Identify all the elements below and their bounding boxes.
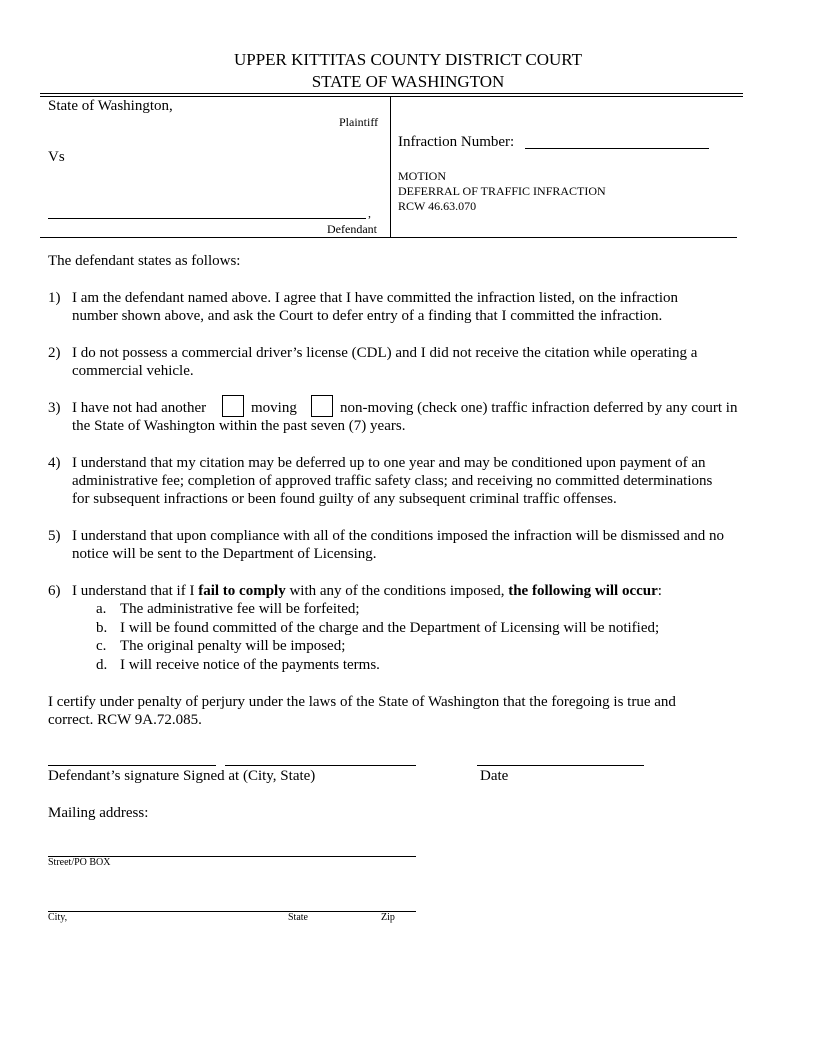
sub-item-text: I will receive notice of the payments terms. [120,657,380,673]
plaintiff-label: Plaintiff [339,115,379,129]
state-label: State [288,912,308,923]
infraction-number-field[interactable] [525,147,709,149]
caption-divider [390,97,391,237]
item-5-line-1: I understand that upon compliance with all of the conditions imposed the infraction will be dismissed and no [72,528,724,544]
sub-item-letter: b. [96,620,108,636]
city-state-zip-field[interactable] [48,910,416,912]
plaintiff-name: State of Washington, [48,98,173,114]
header-rule-top [40,93,743,94]
versus-label: Vs [48,149,65,165]
moving-label: moving [251,400,297,416]
non-moving-checkbox[interactable] [311,395,333,417]
document-type: MOTION [398,169,446,183]
item-6-bold-fail: fail to comply [198,583,286,599]
signature-labels: Defendant’s signature Signed at (City, State) [48,768,316,784]
certify-line-2: correct. RCW 9A.72.085. [48,712,202,728]
defendant-signature-field[interactable] [48,764,216,766]
item-1-number: 1) [48,290,61,306]
date-label: Date [480,768,509,784]
defendant-label: Defendant [327,222,377,236]
sub-item-text: I will be found committed of the charge and the Department of Licensing will be notified; [120,620,660,636]
caption-bottom-rule [40,237,737,238]
sub-item-text: The original penalty will be imposed; [120,638,346,654]
item-1-line-2: number shown above, and ask the Court to defer entry of a finding that I committed the infraction. [72,308,663,324]
item-4-line-1: I understand that my citation may be deferred up to one year and may be conditioned upon payment of an [72,455,706,471]
certify-line-1: I certify under penalty of perjury under the laws of the State of Washington that the foregoing is true and [48,694,676,710]
item-6-bold-occur: the following will occur [508,583,658,599]
item-4-line-3: for subsequent infractions or been found guilty of any subsequent criminal traffic offenses. [72,491,617,507]
item-3-line-2: the State of Washington within the past seven (7) years. [72,418,406,434]
mailing-address-label: Mailing address: [48,805,149,821]
court-name: UPPER KITTITAS COUNTY DISTRICT COURT [233,50,583,69]
defendant-comma: , [368,206,371,220]
zip-label: Zip [381,912,395,923]
defendant-name-field[interactable] [48,217,366,219]
court-state: STATE OF WASHINGTON [311,72,505,91]
item-4-number: 4) [48,455,61,471]
moving-checkbox[interactable] [222,395,244,417]
item-2-line-1: I do not possess a commercial driver’s license (CDL) and I did not receive the citation while operating a [72,345,698,361]
sub-item-letter: a. [96,601,107,617]
item-5-line-2: notice will be sent to the Department of Licensing. [72,546,377,562]
item-1-line-1: I am the defendant named above. I agree that I have committed the infraction listed, on the infraction [72,290,679,306]
signed-at-field[interactable] [225,764,416,766]
item-2-number: 2) [48,345,61,361]
item-6-number: 6) [48,583,61,599]
item-6-pre: I understand that if I [72,583,199,599]
document-title: DEFERRAL OF TRAFFIC INFRACTION [398,184,606,198]
sub-item-letter: d. [96,657,108,673]
intro-text: The defendant states as follows: [48,253,241,269]
item-6-post: : [657,583,662,599]
infraction-number-label: Infraction Number: [398,134,515,150]
item-3-text-after: non-moving (check one) traffic infraction deferred by any court in [340,400,738,416]
item-5-number: 5) [48,528,61,544]
item-3-text-before: I have not had another [72,400,207,416]
sub-item-text: The administrative fee will be forfeited; [120,601,360,617]
item-4-line-2: administrative fee; completion of approved traffic safety class; and receiving no committed determinations [72,473,713,489]
city-label: City, [48,912,68,923]
item-6-line-1 [72,582,662,600]
item-2-line-2: commercial vehicle. [72,363,194,379]
date-field[interactable] [477,764,644,766]
sub-item-letter: c. [96,638,107,654]
street-label: Street/PO BOX [48,857,111,868]
item-3-number: 3) [48,400,61,416]
statute-reference: RCW 46.63.070 [398,199,477,213]
item-6-mid: with any of the conditions imposed, [285,583,509,599]
